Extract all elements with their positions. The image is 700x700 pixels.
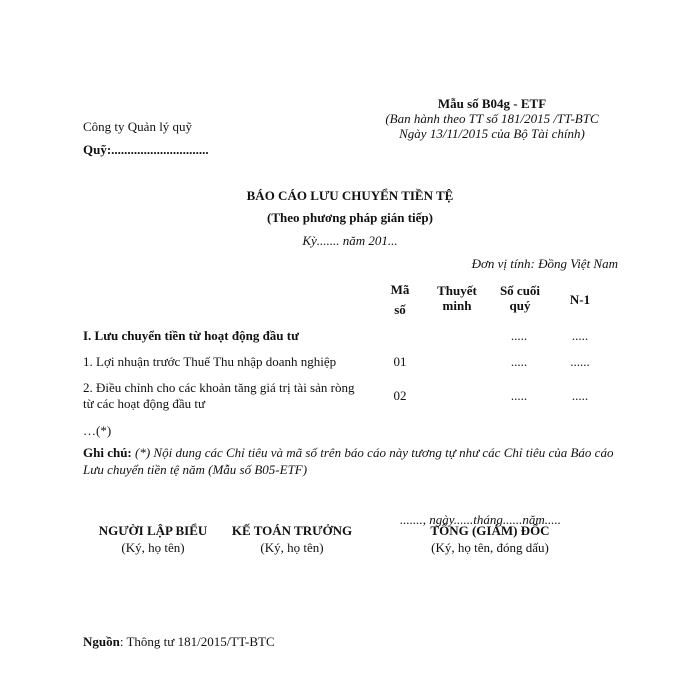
source-text: : Thông tư 181/2015/TT-BTC xyxy=(119,634,275,649)
company-name: Công ty Quản lý quỹ xyxy=(83,119,193,134)
fund-blank: .............................. xyxy=(111,142,209,157)
signature-accountant: KẾ TOÁN TRƯỞNG (Ký, họ tên) xyxy=(231,523,353,555)
signature-director: TỔNG (GIÁM) ĐỐC (Ký, họ tên, đóng dấu) xyxy=(430,523,550,555)
footnote xyxy=(83,444,623,478)
signature-preparer: NGƯỜI LẬP BIỂU (Ký, họ tên) xyxy=(98,523,208,555)
table-ellipsis: …(*) xyxy=(83,423,112,438)
table-row-label: I. Lưu chuyển tiền từ hoạt động đầu tư xyxy=(83,328,299,343)
fund-label: Quỹ: xyxy=(83,142,112,157)
header-prev-year: N-1 xyxy=(569,292,591,307)
source-label: Nguồn xyxy=(83,634,120,649)
table-cell-end: ..... xyxy=(510,354,528,369)
table-cell-prev: ..... xyxy=(571,388,589,403)
report-subtitle: (Theo phương pháp gián tiếp) xyxy=(267,210,433,225)
table-cell-prev: ..... xyxy=(571,328,589,343)
signature-date: ......., ngày......tháng......năm..... xyxy=(400,512,562,527)
report-title: BÁO CÁO LƯU CHUYỂN TIỀN TỆ xyxy=(246,188,454,203)
source-line xyxy=(83,634,275,650)
table-cell-end: ..... xyxy=(510,388,528,403)
table-row-label: 1. Lợi nhuận trước Thuế Thu nhập doanh nghiệp xyxy=(83,354,337,369)
header-end-quarter: Số cuối quý xyxy=(499,283,541,313)
form-code: Mẫu số B04g - ETF xyxy=(437,96,547,111)
footnote-text: (*) Nội dung các Chỉ tiêu và mã số trên báo cáo này tương tự như các Chỉ tiêu của Báo cáo Lưu chuyển tiền tệ năm (Mẫu số B05-ETF) xyxy=(83,445,614,477)
header-code: Mã số xyxy=(390,282,410,317)
table-cell-prev: ...... xyxy=(570,354,590,369)
report-period: Kỳ....... năm 201... xyxy=(302,233,398,248)
issued-by: (Ban hành theo TT số 181/2015 /TT-BTC xyxy=(385,111,599,126)
table-cell-code: 02 xyxy=(393,388,407,403)
form-header xyxy=(352,96,632,141)
fund-line xyxy=(83,142,209,158)
table-row-label: 2. Điều chỉnh cho các khoản tăng giá trị tài sản ròng từ các hoạt động đầu tư xyxy=(83,380,355,411)
table-cell-code: 01 xyxy=(393,354,407,369)
header-note: Thuyết minh xyxy=(437,283,477,313)
currency-unit: Đơn vị tính: Đồng Việt Nam xyxy=(471,256,618,271)
issued-date: Ngày 13/11/2015 của Bộ Tài chính) xyxy=(399,126,585,141)
footnote-label: Ghi chú: xyxy=(83,445,132,460)
table-cell-end: ..... xyxy=(510,328,528,343)
